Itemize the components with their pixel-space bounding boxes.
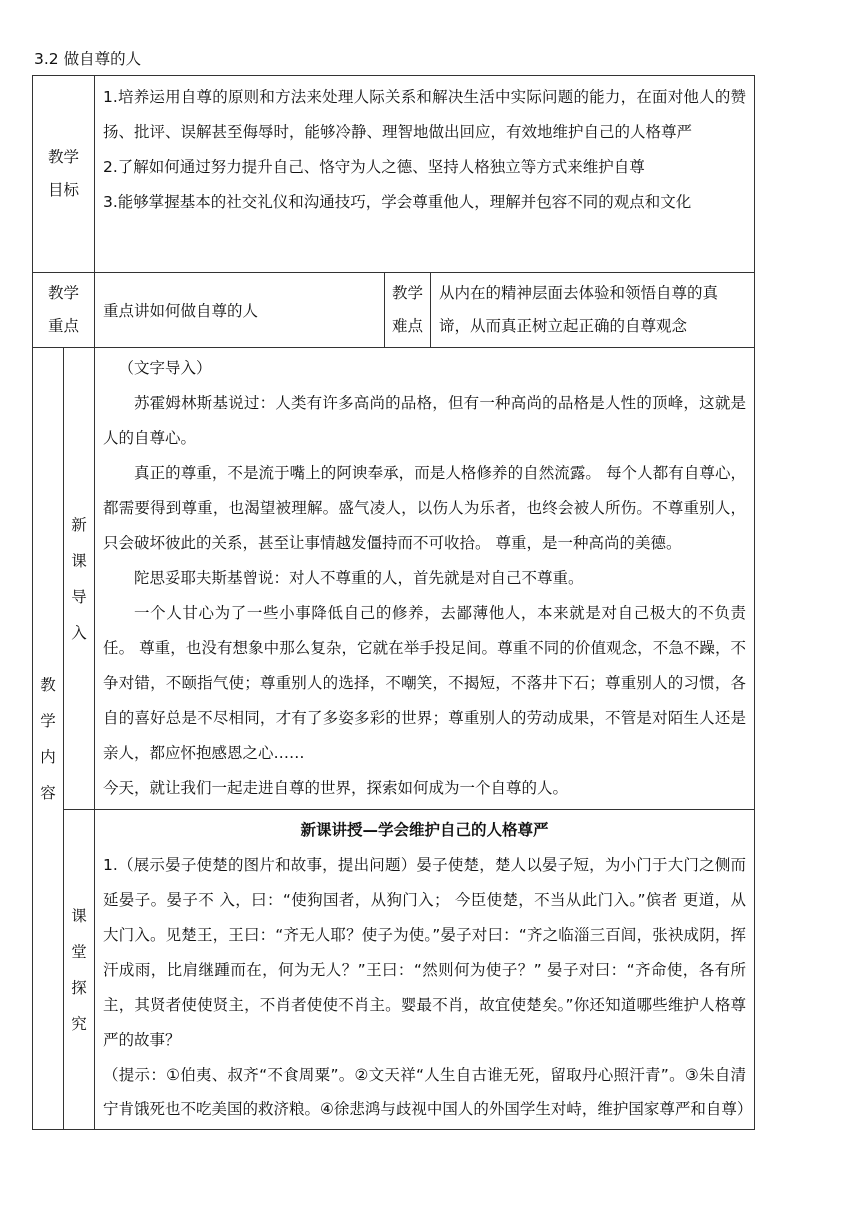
intro-row xyxy=(33,348,755,810)
intro-content xyxy=(95,348,755,810)
explore-hint: （提示：①伯夷、叔齐“不食周粟”。②文天祥“人生自古谁无死，留取丹心照汗青”。③朱自清宁肯饿死也不吃美国的救济粮。④徐悲鸿与歧视中国人的外国学生对峙，维护国家尊严和自尊） xyxy=(103,1066,753,1118)
intro-paragraph: 苏霍姆林斯基说过：人类有许多高尚的品格，但有一种高尚的品格是人性的顶峰，这就是人的自尊心。 xyxy=(103,394,747,447)
lesson-plan-table xyxy=(32,75,755,1130)
intro-paragraph: 真正的尊重，不是流于嘴上的阿谀奉承，而是人格修养的自然流露。 每个人都有自尊心，都需要得到尊重，也渴望被理解。盛气凌人，以伤人为乐者，也终会被人所伤。不尊重别人，只会破坏彼此的关系，甚至让事情越发僵持而不可收拾。 尊重，是一种高尚的美德。 xyxy=(103,464,747,552)
focus-label: 教学 重点 xyxy=(33,273,95,348)
goal-item: 3.能够掌握基本的社交礼仪和沟通技巧，学会尊重他人，理解并包容不同的观点和文化 xyxy=(103,193,692,211)
goals-label: 教学 目标 xyxy=(33,76,95,273)
goal-item: 2.了解如何通过努力提升自己、恪守为人之德、坚持人格独立等方式来维护自尊 xyxy=(103,158,645,176)
difficulty-label: 教学 难点 xyxy=(385,273,431,348)
goal-item: 1.培养运用自尊的原则和方法来处理人际关系和解决生活中实际问题的能力，在面对他人的赞扬、批评、误解甚至侮辱时，能够冷静、理智地做出回应，有效地维护自己的人格尊严 xyxy=(103,88,747,141)
intro-label: 新 课 导 入 xyxy=(64,348,95,810)
document-title: 3.2 做自尊的人 xyxy=(34,50,142,68)
explore-question: 1.（展示晏子使楚的图片和故事，提出问题）晏子使楚，楚人以晏子短，为小门于大门之侧而延晏子。晏子不 入，曰：“使狗国者，从狗门入； 今臣使楚，不当从此门入。”傧者 更道，从大门入。见楚王，王曰：“齐无人耶？使子为使。”晏子对曰：“齐之临淄三百闾，张袂成阴，挥汗成雨，比肩继踵而在，何为无人？”王曰：“然则何为使子？” 晏子对曰：“齐命使，各有所主，其贤者使使贤主，不肖者使使不肖主。婴最不肖，故宜使楚矣。”你还知道哪些维护人格尊严的故事？ xyxy=(103,856,747,1049)
goals-content xyxy=(95,76,755,273)
intro-paragraph: 陀思妥耶夫斯基曾说：对人不尊重的人，首先就是对自己不尊重。 xyxy=(134,569,584,587)
intro-closing: 今天，就让我们一起走进自尊的世界，探索如何成为一个自尊的人。 xyxy=(103,779,569,797)
explore-row xyxy=(33,810,755,1130)
intro-heading: （文字导入） xyxy=(118,359,212,377)
intro-paragraph: 一个人甘心为了一些小事降低自己的修养，去鄙薄他人，本来就是对自己极大的不负责任。 尊重，也没有想象中那么复杂，它就在举手投足间。尊重不同的价值观念，不急不躁，不争对错，不颐指气使；尊重别人的选择，不嘲笑，不揭短，不落井下石；尊重别人的习惯，各自的喜好总是不尽相同，才有了多姿多彩的世界；尊重别人的劳动成果，不管是对陌生人还是亲人，都应怀抱感恩之心…… xyxy=(103,604,747,762)
focus-difficulty-row xyxy=(33,273,755,348)
explore-label: 课 堂 探 究 xyxy=(64,810,95,1130)
goals-row xyxy=(33,76,755,273)
difficulty-text: 从内在的精神层面去体验和领悟自尊的真谛，从而真正树立起正确的自尊观念 xyxy=(431,273,755,348)
content-label: 教 学 内 容 xyxy=(33,348,64,1130)
focus-text: 重点讲如何做自尊的人 xyxy=(95,273,385,348)
explore-heading: 新课讲授—学会维护自己的人格尊严 xyxy=(300,821,549,839)
explore-content xyxy=(95,810,755,1130)
